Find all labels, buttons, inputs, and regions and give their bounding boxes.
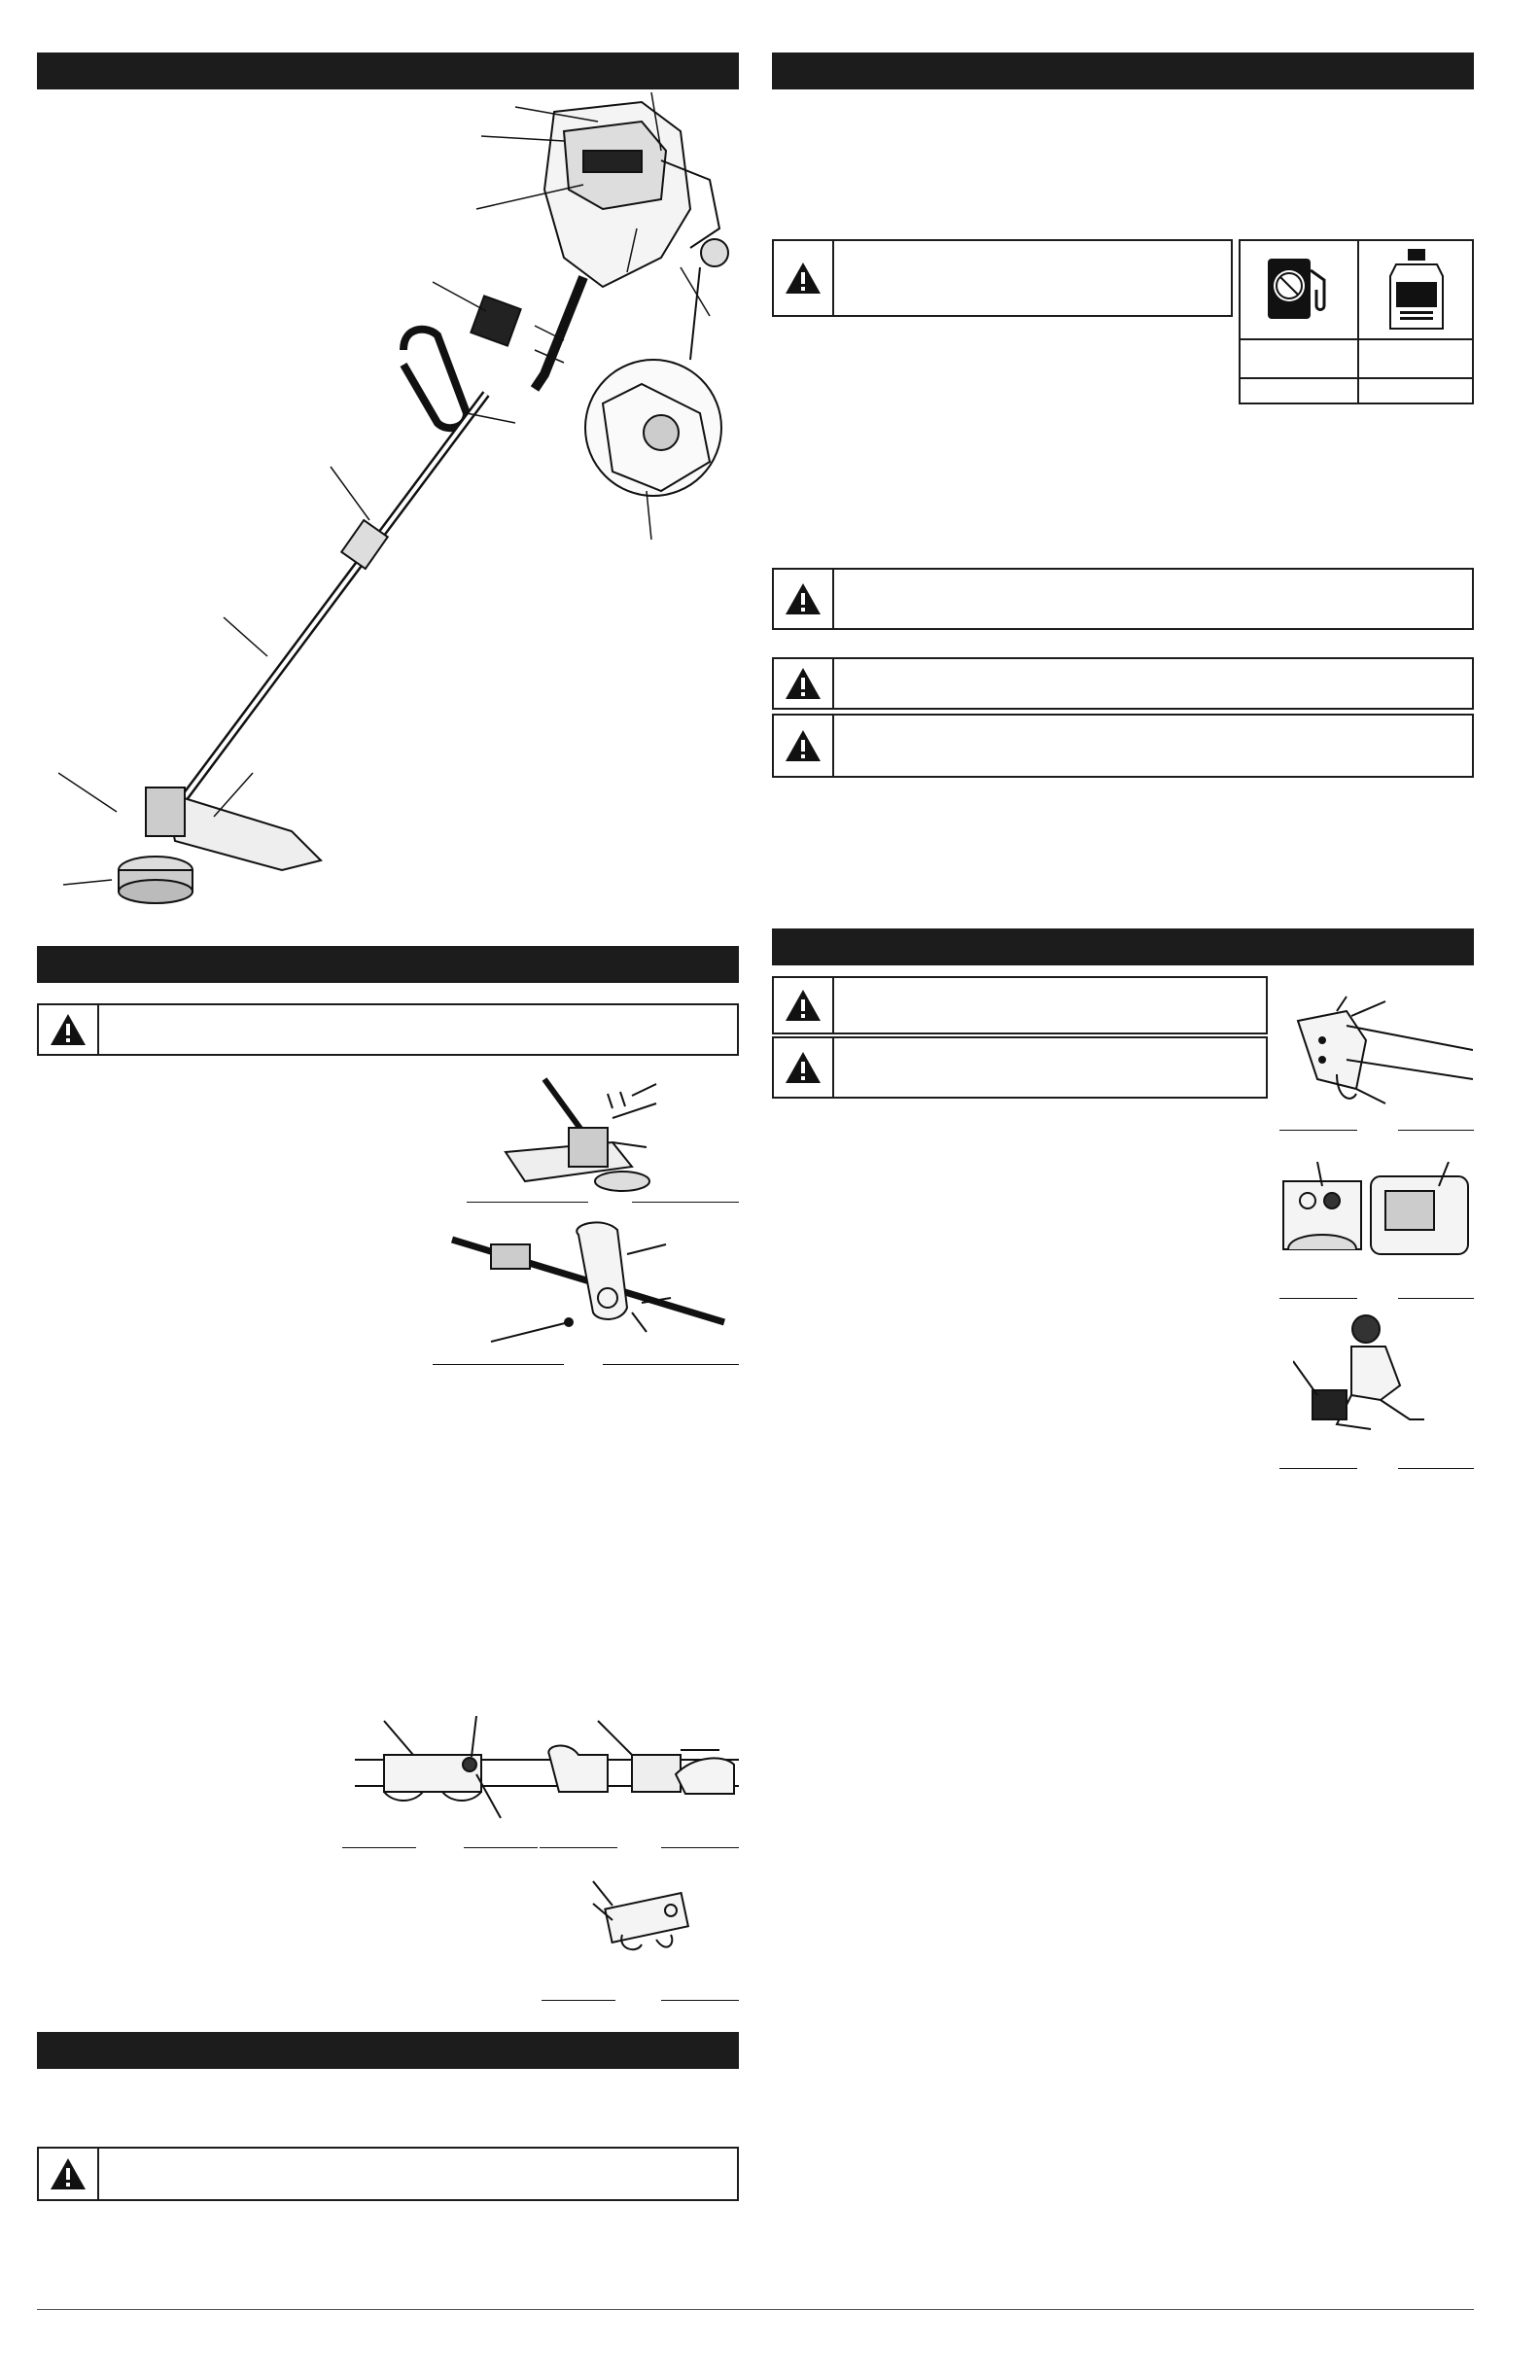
assembly-warning-text — [109, 1005, 727, 1054]
trimmer-overview-illustration — [58, 92, 739, 909]
warning-triangle-icon — [774, 570, 834, 628]
starting-warning-text-2 — [844, 1038, 1256, 1097]
section-header-fuel — [772, 52, 1474, 89]
warning-triangle-icon — [774, 659, 834, 708]
starting-warning-box-2 — [772, 1036, 1268, 1099]
no-fuel-pump-icon — [1241, 241, 1356, 338]
figure-caption-line — [632, 1202, 739, 1203]
section-header-assembly — [37, 946, 739, 983]
operation-warning-box — [37, 2147, 739, 2201]
oil-bottle-icon — [1359, 241, 1475, 338]
fuel-mix-table — [1239, 239, 1474, 404]
figure-caption-line — [540, 1847, 617, 1848]
figure-caption-line — [603, 1364, 739, 1365]
handle-assembly-figure — [433, 1215, 739, 1361]
fuel-warning-text — [844, 241, 1221, 315]
coupler-figure-3 — [583, 1876, 700, 1969]
warning-triangle-icon — [774, 241, 834, 315]
assembly-warning-box — [37, 1003, 739, 1056]
fuel-warning-text-4 — [844, 716, 1462, 776]
figure-caption-line — [542, 2000, 615, 2001]
starting-warning-box-1 — [772, 976, 1268, 1034]
footer-rule — [37, 2309, 1474, 2310]
figure-caption-line — [1398, 1130, 1474, 1131]
throttle-trigger-figure — [1278, 982, 1473, 1118]
fuel-warning-box-3 — [772, 657, 1474, 710]
operation-warning-text — [109, 2149, 727, 2199]
warning-triangle-icon — [774, 1038, 834, 1097]
choke-primer-figure — [1278, 1162, 1473, 1269]
figure-caption-line — [1398, 1468, 1474, 1469]
figure-caption-line — [661, 2000, 739, 2001]
warning-triangle-icon — [774, 716, 834, 776]
figure-caption-line — [1279, 1130, 1357, 1131]
section-header-parts — [37, 52, 739, 89]
warning-triangle-icon — [39, 2149, 99, 2199]
figure-caption-line — [1279, 1468, 1357, 1469]
figure-caption-line — [1279, 1298, 1357, 1299]
warning-triangle-icon — [774, 978, 834, 1032]
warning-triangle-icon — [39, 1005, 99, 1054]
coupler-figure-1 — [355, 1716, 540, 1823]
fuel-warning-box — [772, 239, 1233, 317]
coupler-figure-2 — [540, 1716, 739, 1823]
guard-assembly-figure — [467, 1074, 739, 1201]
starting-warning-text-1 — [844, 978, 1256, 1032]
figure-caption-line — [661, 1847, 739, 1848]
section-header-operation — [37, 2032, 739, 2069]
fuel-warning-box-4 — [772, 714, 1474, 778]
starting-position-figure — [1293, 1308, 1439, 1439]
figure-caption-line — [342, 1847, 416, 1848]
fuel-warning-text-3 — [844, 659, 1462, 708]
figure-caption-line — [1398, 1298, 1474, 1299]
fuel-warning-box-2 — [772, 568, 1474, 630]
figure-caption-line — [433, 1364, 564, 1365]
section-header-starting — [772, 928, 1474, 965]
figure-caption-line — [464, 1847, 538, 1848]
figure-caption-line — [467, 1202, 588, 1203]
fuel-warning-text-2 — [844, 570, 1462, 628]
